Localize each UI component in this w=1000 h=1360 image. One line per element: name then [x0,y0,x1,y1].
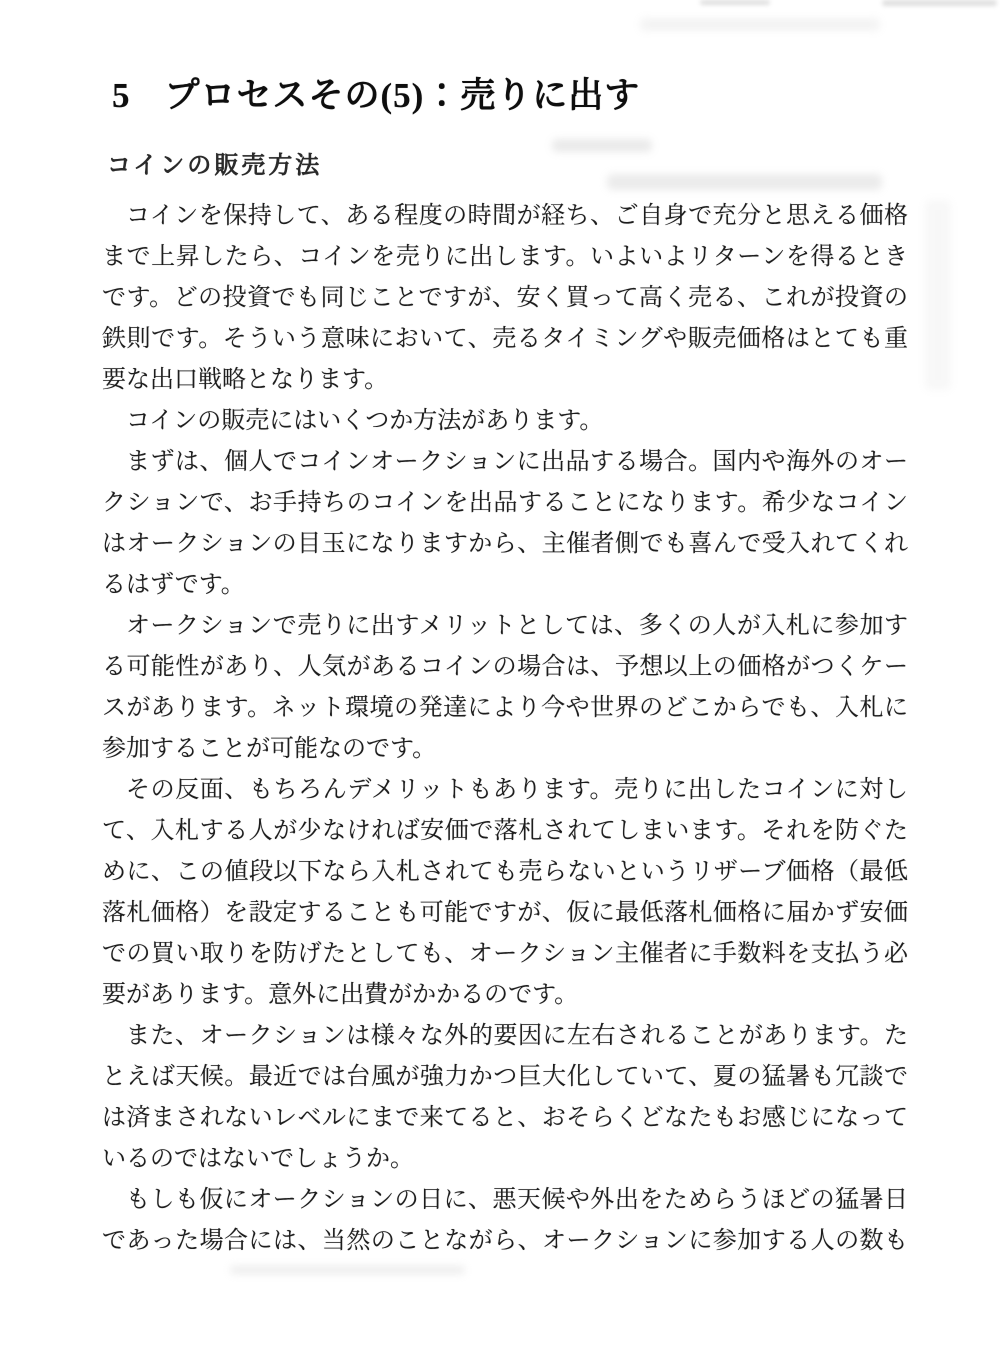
text-line: 鉄則です。そういう意味において、売るタイミングや販売価格はとても重 [102,326,908,352]
text-line: です。どの投資でも同じことですが、安く買って高く売る、これが投資の [102,285,908,311]
scan-edge-artifact [882,0,997,6]
text-line: その反面、もちろんデメリットもあります。売りに出したコインに対し [126,777,908,803]
page-bleed-through-mark [607,174,882,190]
text-line: 要があります。意外に出費がかかるのです。 [102,982,579,1008]
text-line: コインを保持して、ある程度の時間が経ち、ご自身で充分と思える価格 [126,203,908,229]
text-line: まずは、個人でコインオークションに出品する場合。国内や海外のオー [126,449,908,475]
text-line: て、入札する人が少なければ安価で落札されてしまいます。それを防ぐた [102,818,908,844]
text-line: いるのではないでしょうか。 [102,1146,414,1172]
text-line: まで上昇したら、コインを売りに出します。いよいよリターンを得るとき [102,244,908,270]
text-line: もしも仮にオークションの日に、悪天候や外出をためらうほどの猛暑日 [126,1187,908,1213]
text-line: はオークションの目玉になりますから、主催者側でも喜んで受入れてくれ [102,531,908,557]
chapter-number: 5 [112,76,131,115]
text-line: クションで、お手持ちのコインを出品することになります。希少なコイン [102,490,908,516]
page-bleed-through-mark [925,200,951,390]
chapter-title: プロセスその(5)：売りに出す [164,76,641,115]
text-line: スがあります。ネット環境の発達により今や世界のどこからでも、入札に [102,695,908,721]
text-line: また、オークションは様々な外的要因に左右されることがあります。た [126,1023,908,1049]
scan-edge-artifact [700,0,770,5]
text-line: コインの販売にはいくつか方法があります。 [126,408,604,434]
page-bleed-through-mark [230,1266,465,1274]
text-line: 落札価格）を設定することも可能ですが、仮に最低落札価格に届かず安価 [102,900,908,926]
text-line: るはずです。 [102,572,245,598]
text-line: る可能性があり、人気があるコインの場合は、予想以上の価格がつくケー [102,654,908,680]
text-line: であった場合には、当然のことながら、オークションに参加する人の数も [102,1228,908,1254]
page-bleed-through-mark [640,18,880,31]
chapter-heading [112,74,640,118]
text-line: は済まされないレベルにまで来てると、おそらくどなたもお感じになって [102,1105,908,1131]
text-line: オークションで売りに出すメリットとしては、多くの人が入札に参加す [126,613,908,639]
section-heading: コインの販売方法 [107,152,323,179]
text-line: めに、この値段以下なら入札されても売らないというリザーブ価格（最低 [102,859,908,885]
text-line: 参加することが可能なのです。 [102,736,437,762]
text-line: とえば天候。最近では台風が強力かつ巨大化していて、夏の猛暑も冗談で [102,1064,908,1090]
text-line: での買い取りを防げたとしても、オークション主催者に手数料を支払う必 [102,941,908,967]
page-bleed-through-mark [552,139,652,152]
article-body [102,196,908,1262]
text-line: 要な出口戦略となります。 [102,367,389,393]
